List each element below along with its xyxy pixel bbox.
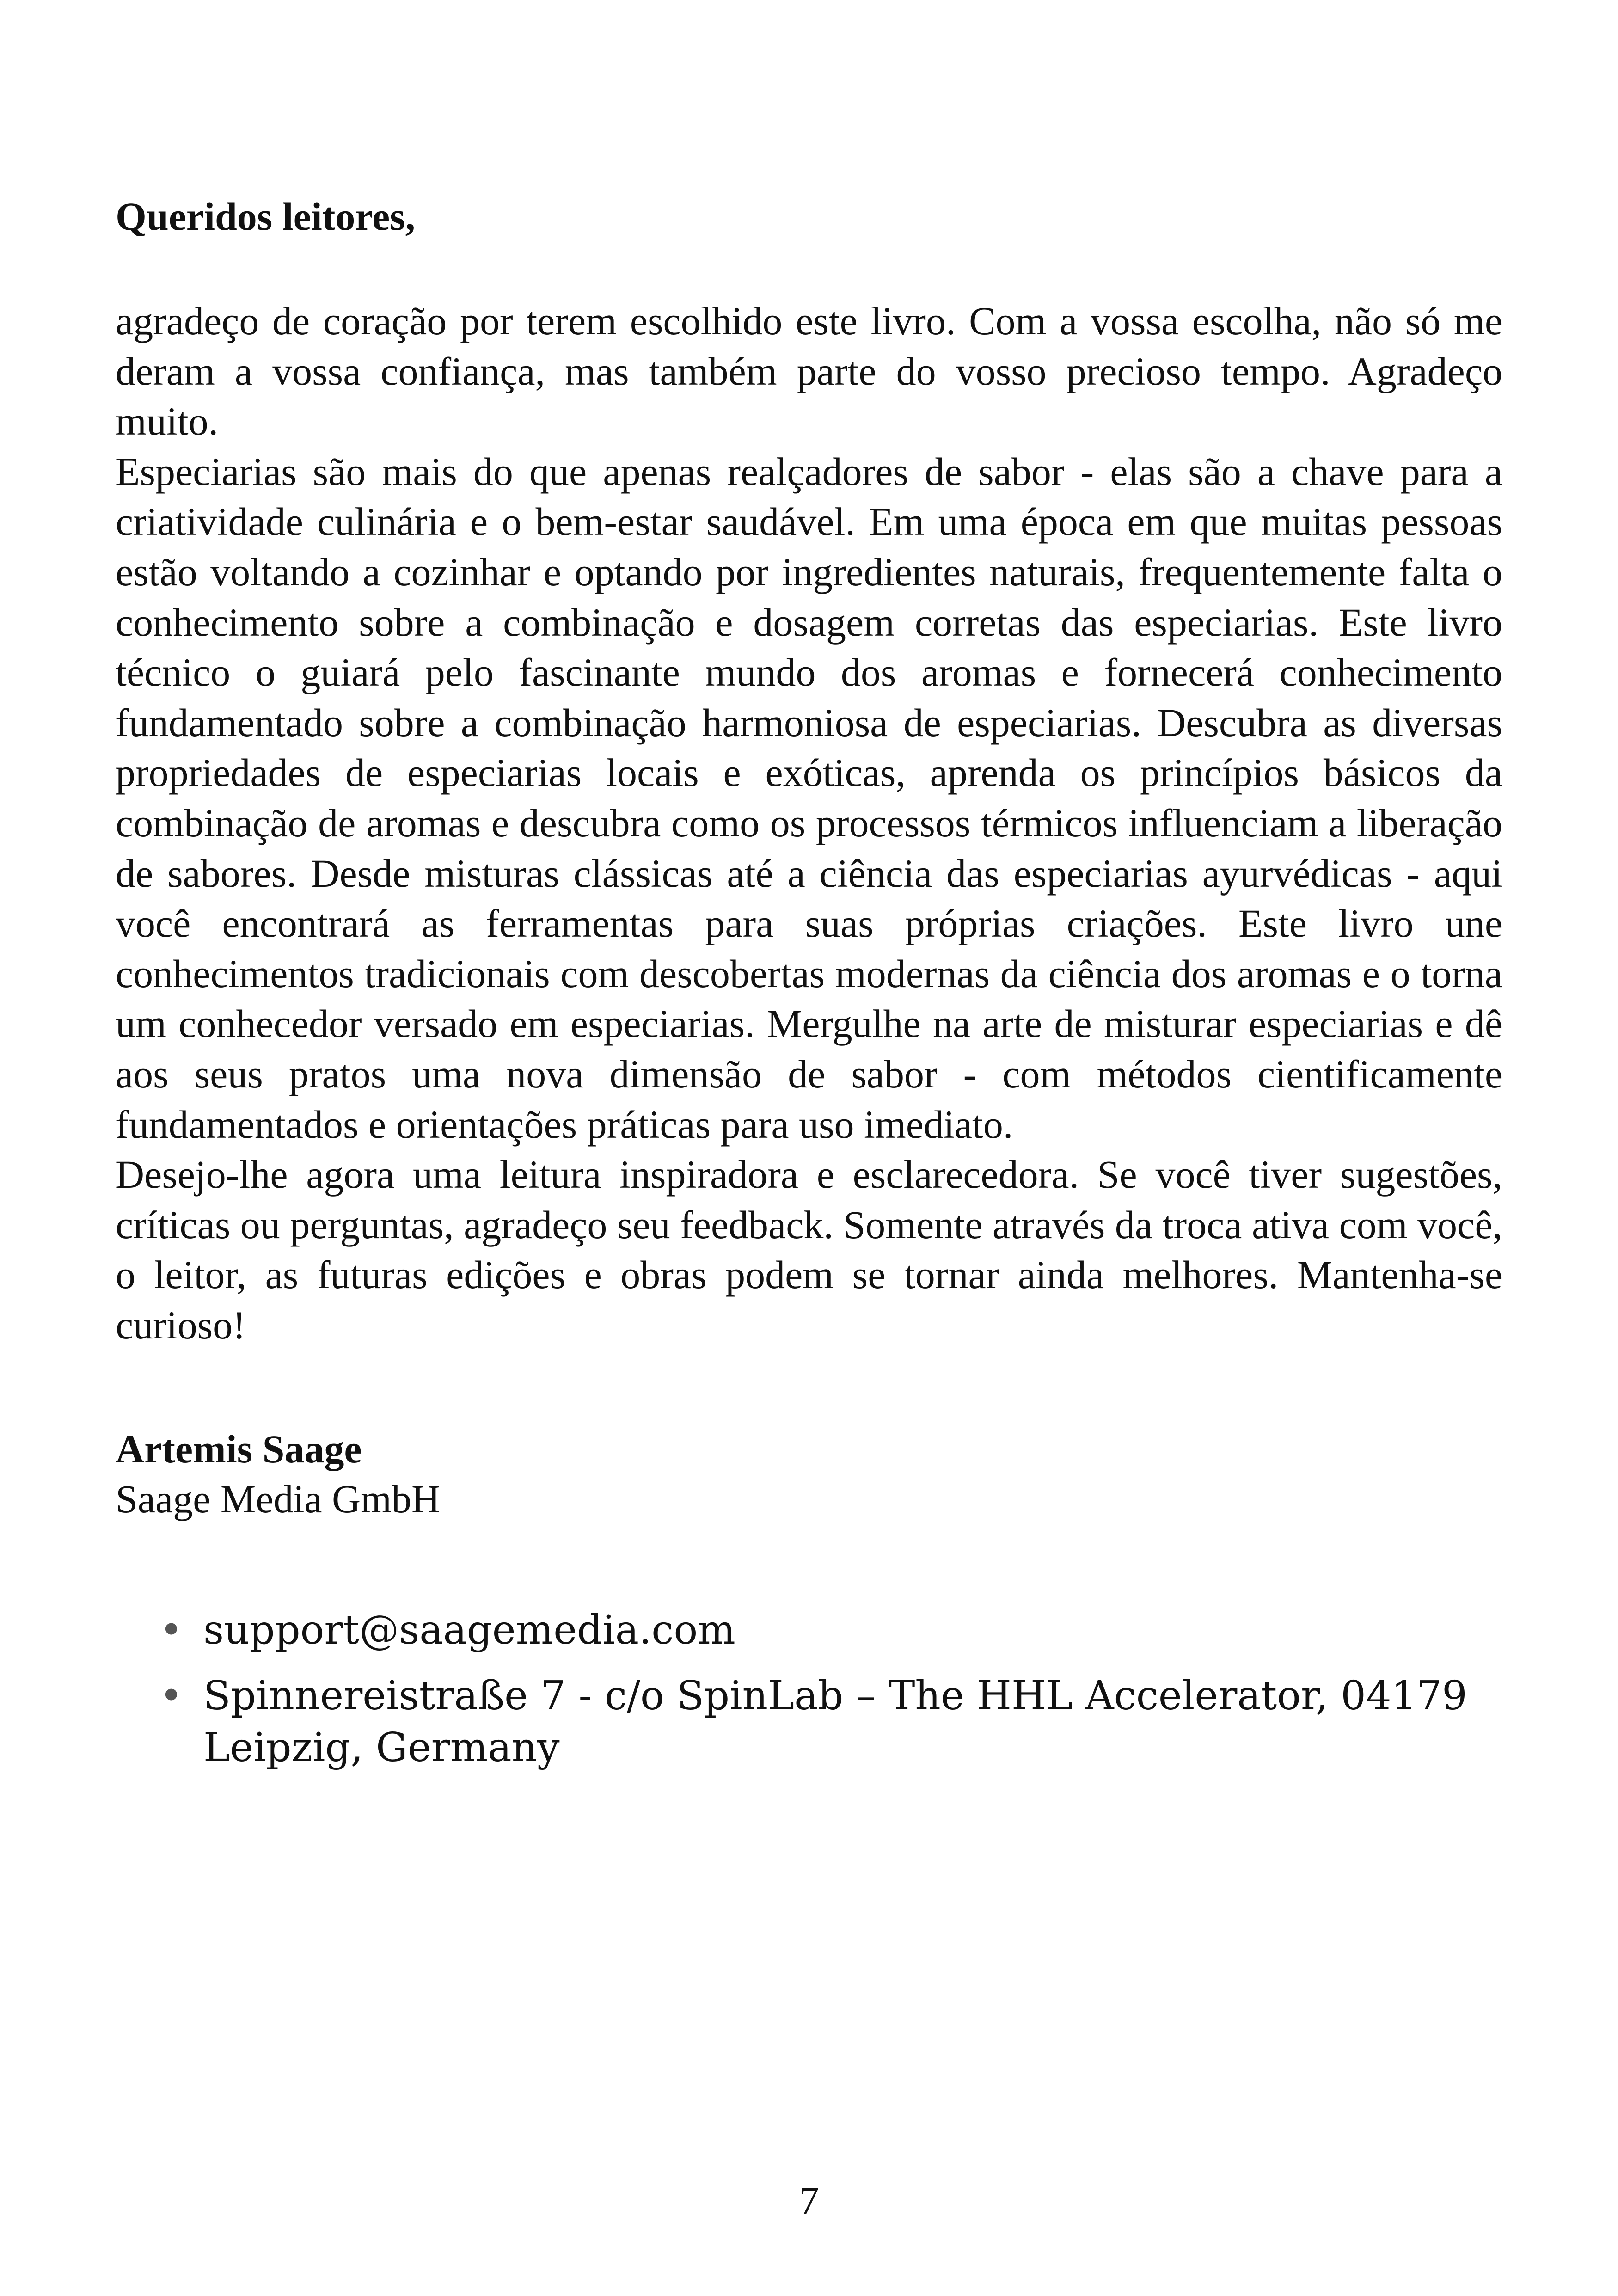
salutation: Queridos leitores,	[116, 194, 416, 239]
letter-body	[116, 296, 1502, 1350]
bullet-icon: •	[159, 1607, 183, 1653]
document-page	[116, 0, 1502, 2296]
page-number: 7	[799, 2179, 819, 2223]
paragraph-thanks: agradeço de coração por terem escolhido este livro. Com a vossa escolha, não só me deram a vossa confiança, mas também parte do vosso precioso tempo. Agradeço muito.	[116, 299, 1502, 444]
email-address[interactable]: support@saagemedia.com	[203, 1607, 735, 1653]
company-name: Saage Media GmbH	[116, 1477, 441, 1521]
paragraph-spices: Especiarias são mais do que apenas realçadores de sabor - elas são a chave para a criatividade culinária e o bem-estar saudável. Em uma época em que muitas pessoas estão voltando a cozinhar e optando por ingredientes naturais, frequentemente falta o conhecimento sobre a combinação e dosagem corretas das especiarias. Este livro técnico o guiará pelo fascinante mundo dos aromas e fornecerá conhecimento fundamentado sobre a combinação harmoniosa de especiarias. Descubra as diversas propriedades de especiarias locais e exóticas, aprenda os princípios básicos da combinação de aromas e descubra como os processos térmicos influenciam a liberação de sabores. Desde misturas clássicas até a ciência das especiarias ayurvédicas - aqui você encontrará as ferramentas para suas próprias criações. Este livro une conhecimentos tradicionais com descobertas modernas da ciência dos aromas e o torna um conhecedor versado em especiarias. Mergulhe na arte de misturar especiarias e dê aos seus pratos uma nova dimensão de sabor - com métodos cientificamente fundamentados e orientações práticas para uso imediato.	[116, 449, 1502, 1147]
contact-email	[116, 1604, 1502, 1656]
author-name: Artemis Saage	[116, 1427, 362, 1471]
contact-list	[116, 1604, 1502, 1787]
signature-block	[116, 1424, 440, 1524]
postal-address: Spinnereistraße 7 - c/o SpinLab – The HHL Accelerator, 04179 Leipzig, Germany	[203, 1673, 1467, 1771]
bullet-icon: •	[159, 1673, 183, 1719]
contact-address	[116, 1670, 1502, 1774]
paragraph-closing: Desejo-lhe agora uma leitura inspiradora e esclarecedora. Se você tiver sugestões, críticas ou perguntas, agradeço seu feedback. Somente através da troca ativa com você, o leitor, as futuras edições e obras podem se tornar ainda melhores. Mantenha-se curioso!	[116, 1152, 1502, 1347]
